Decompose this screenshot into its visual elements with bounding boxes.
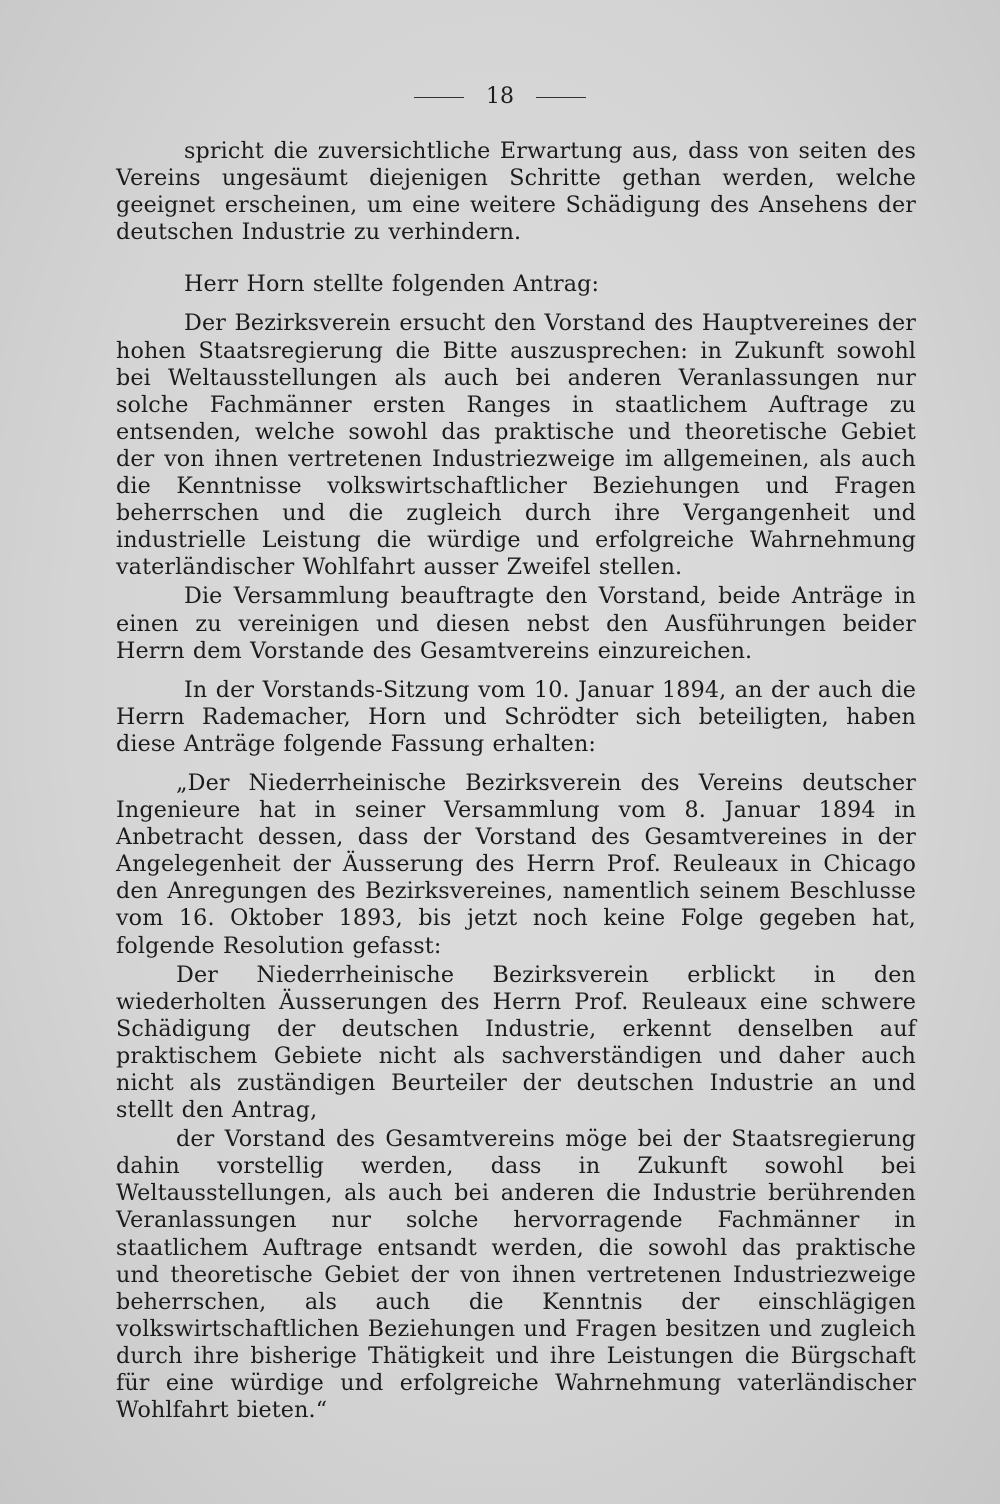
paragraph-resolution-quote: „Der Niederrheinische Bezirksverein des Vereins deutscher Ingenieure hat in seiner Versammlung vom 8. Januar 1894 in Anbetracht dessen, dass der Vorstand des Gesamtvereines in der Angelegenheit der Äusserung des Herrn Prof. Reuleaux in Chicago den Anregungen des Bezirksvereines, namentlich seinem Beschlusse vom 16. Oktober 1893, bis jetzt noch keine Folge gegeben hat, folgende Resolution gefasst:	[116, 769, 916, 959]
page-body	[116, 138, 916, 1424]
header-rule-left	[414, 97, 464, 98]
paragraph-assembly-decision: Die Versammlung beauftragte den Vorstand, beide Anträge in einen zu vereinigen und diesen nebst den Ausführungen beider Herrn dem Vorstande des Gesamtvereins einzureichen.	[116, 583, 916, 664]
paragraph-horn-motion: Der Bezirksverein ersucht den Vorstand des Hauptvereines der hohen Staatsregierung die Bitte auszusprechen: in Zukunft sowohl bei Weltausstellungen als auch bei anderen Veranlassungen nur solche Fachmänner ersten Ranges in staatlichem Auftrage zu entsenden, welche sowohl das praktische und theoretische Gebiet der von ihnen vertretenen Industriezweige im allgemeinen, als auch die Kenntnisse volkswirtschaftlicher Beziehungen und Fragen beherrschen und die zugleich durch ihre Vergangenheit und industrielle Leistung die würdige und erfolgreiche Wahrnehmung vaterländischer Wohlfahrt ausser Zweifel stellen.	[116, 310, 916, 581]
page-header	[0, 84, 1000, 110]
page-number: 18	[486, 84, 514, 109]
paragraph-resolution-finding: Der Niederrheinische Bezirksverein erblickt in den wiederholten Äusserungen des Herrn Prof. Reuleaux eine schwere Schädigung der deutschen Industrie, erkennt denselben auf praktischem Gebiete nicht als sachverständigen und daher auch nicht als zuständigen Beurteiler der deutschen Industrie an und stellt den Antrag,	[116, 961, 916, 1124]
paragraph-horn-intro: Herr Horn stellte folgenden Antrag:	[184, 271, 600, 298]
paragraph-board-meeting: In der Vorstands-Sitzung vom 10. Januar 1894, an der auch die Herrn Rademacher, Horn und Schrödter sich beteiligten, haben diese Anträge folgende Fassung erhalten:	[116, 676, 916, 757]
paragraph-resolution-request: der Vorstand des Gesamtvereins möge bei der Staatsregierung dahin vorstellig werden, dass in Zukunft sowohl bei Weltausstellungen, als auch bei anderen die Industrie berührenden Veranlassungen nur solche hervorragende Fachmänner in staatlichem Auftrage entsandt werden, die sowohl das praktische und theoretische Gebiet der von ihnen vertretenen Industriezweige beherrschen, als auch die Kenntnis der einschlägigen volkswirtschaftlichen Beziehungen und Fragen besitzen und zugleich durch ihre bisherige Thätigkeit und ihre Leistungen die Bürgschaft für eine würdige und erfolgreiche Wahrnehmung vaterländischer Wohlfahrt bieten.“	[116, 1126, 916, 1424]
paragraph-continuation: spricht die zuversichtliche Erwartung aus, dass von seiten des Vereins ungesäumt diejenigen Schritte gethan werden, welche geeignet erscheinen, um eine weitere Schädigung des Ansehens der deutschen Industrie zu verhindern.	[116, 138, 916, 246]
header-rule-right	[536, 97, 586, 98]
